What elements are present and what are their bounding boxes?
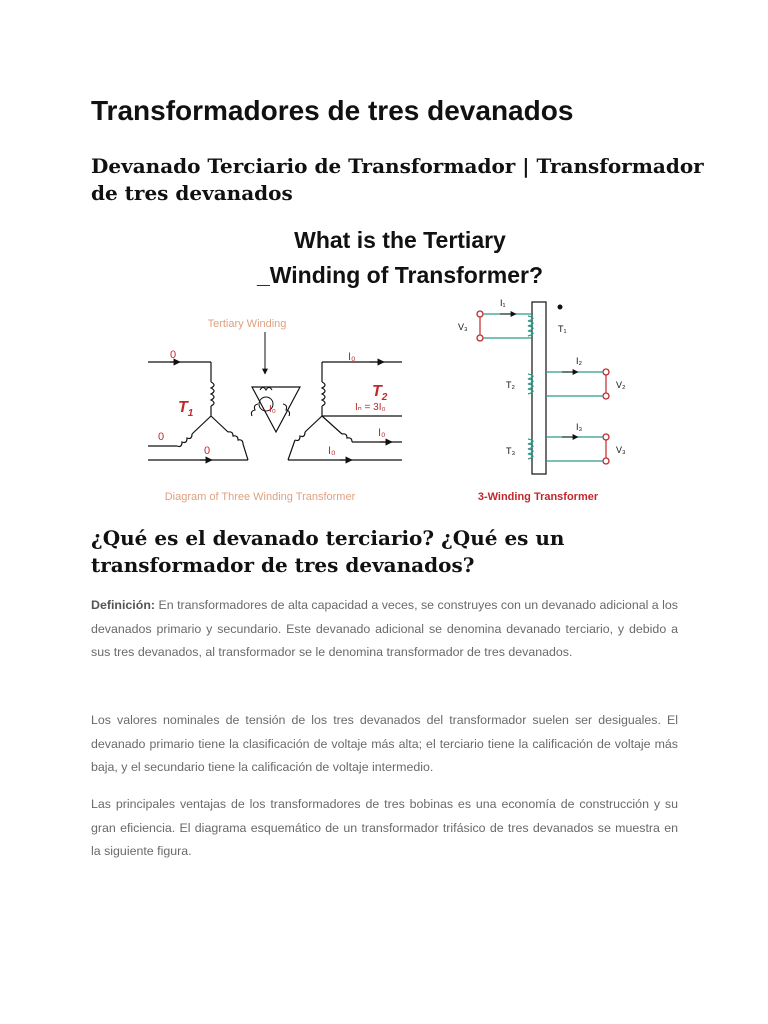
label-t1: $T_1$ xyxy=(178,399,194,419)
three-winding-transformer-diagram xyxy=(458,298,626,503)
page-title: Transformadores de tres devanados xyxy=(91,95,574,126)
tertiary-winding-figure xyxy=(140,222,640,512)
label-t2-right: T₂ xyxy=(506,380,515,390)
figure-headline-line2: _Winding of Transformer? xyxy=(256,262,544,288)
label-in-equals: Iₙ = 3I₀ xyxy=(355,402,386,413)
label-zero-bottom: 0 xyxy=(204,445,211,457)
definition-text: En transformadores de alta capacidad a veces, se construyes con un devanado adicional a los devanados primario y secundario. Este devanado adicional se denomina devanado terciario, y debido a sus tres devanados, al transformador se le denomina transformador de tres devanados. xyxy=(91,598,678,660)
label-v3-left: V₃ xyxy=(458,322,468,332)
transformer-core xyxy=(532,302,546,474)
left-diagram-caption: Diagram of Three Winding Transformer xyxy=(164,491,356,503)
label-io-bottom: I₀ xyxy=(328,445,336,457)
tertiary-winding-callout: Tertiary Winding xyxy=(207,318,287,330)
label-i3: I₃ xyxy=(576,422,583,432)
label-t1-right: T₁ xyxy=(558,324,567,334)
label-io-top: I₀ xyxy=(348,351,356,363)
right-diagram-caption: 3-Winding Transformer xyxy=(477,491,599,503)
section-subtitle: Devanado Terciario de Transformador | Transformador de tres devanados xyxy=(91,154,704,205)
label-v3-right: V₃ xyxy=(616,445,626,455)
label-t3-right: T₃ xyxy=(506,446,516,456)
ratings-paragraph: Los valores nominales de tensión de los tres devanados del transformador suelen ser desiguales. El devanado primario tiene la clasificación de voltaje más alta; el terciario tiene la calificación de voltaje más baja, y el secundario tiene la calificación de voltaje intermedio. xyxy=(91,713,678,775)
figure-headline-line1: What is the Tertiary xyxy=(294,227,506,253)
label-zero-top: 0 xyxy=(170,349,177,361)
label-io-right: I₀ xyxy=(378,427,386,439)
label-t2: $T_2$ xyxy=(372,383,388,403)
label-zero-mid: 0 xyxy=(158,431,165,443)
label-v2: V₂ xyxy=(616,380,626,390)
definition-label: Definición: xyxy=(91,598,156,612)
label-i1: I₁ xyxy=(500,298,506,308)
three-winding-diagram xyxy=(148,318,402,503)
label-io-ring: I₀ xyxy=(269,404,276,415)
advantages-paragraph: Las principales ventajas de los transformadores de tres bobinas es una economía de construcción y su gran eficiencia. El diagrama esquemático de un transformador trifásico de tres devanados se muestra en la siguiente figura. xyxy=(91,797,678,859)
question-heading: ¿Qué es el devanado terciario? ¿Qué es un transformador de tres devanados? xyxy=(91,526,565,577)
definition-paragraph xyxy=(91,594,678,665)
label-i2: I₂ xyxy=(576,356,582,366)
